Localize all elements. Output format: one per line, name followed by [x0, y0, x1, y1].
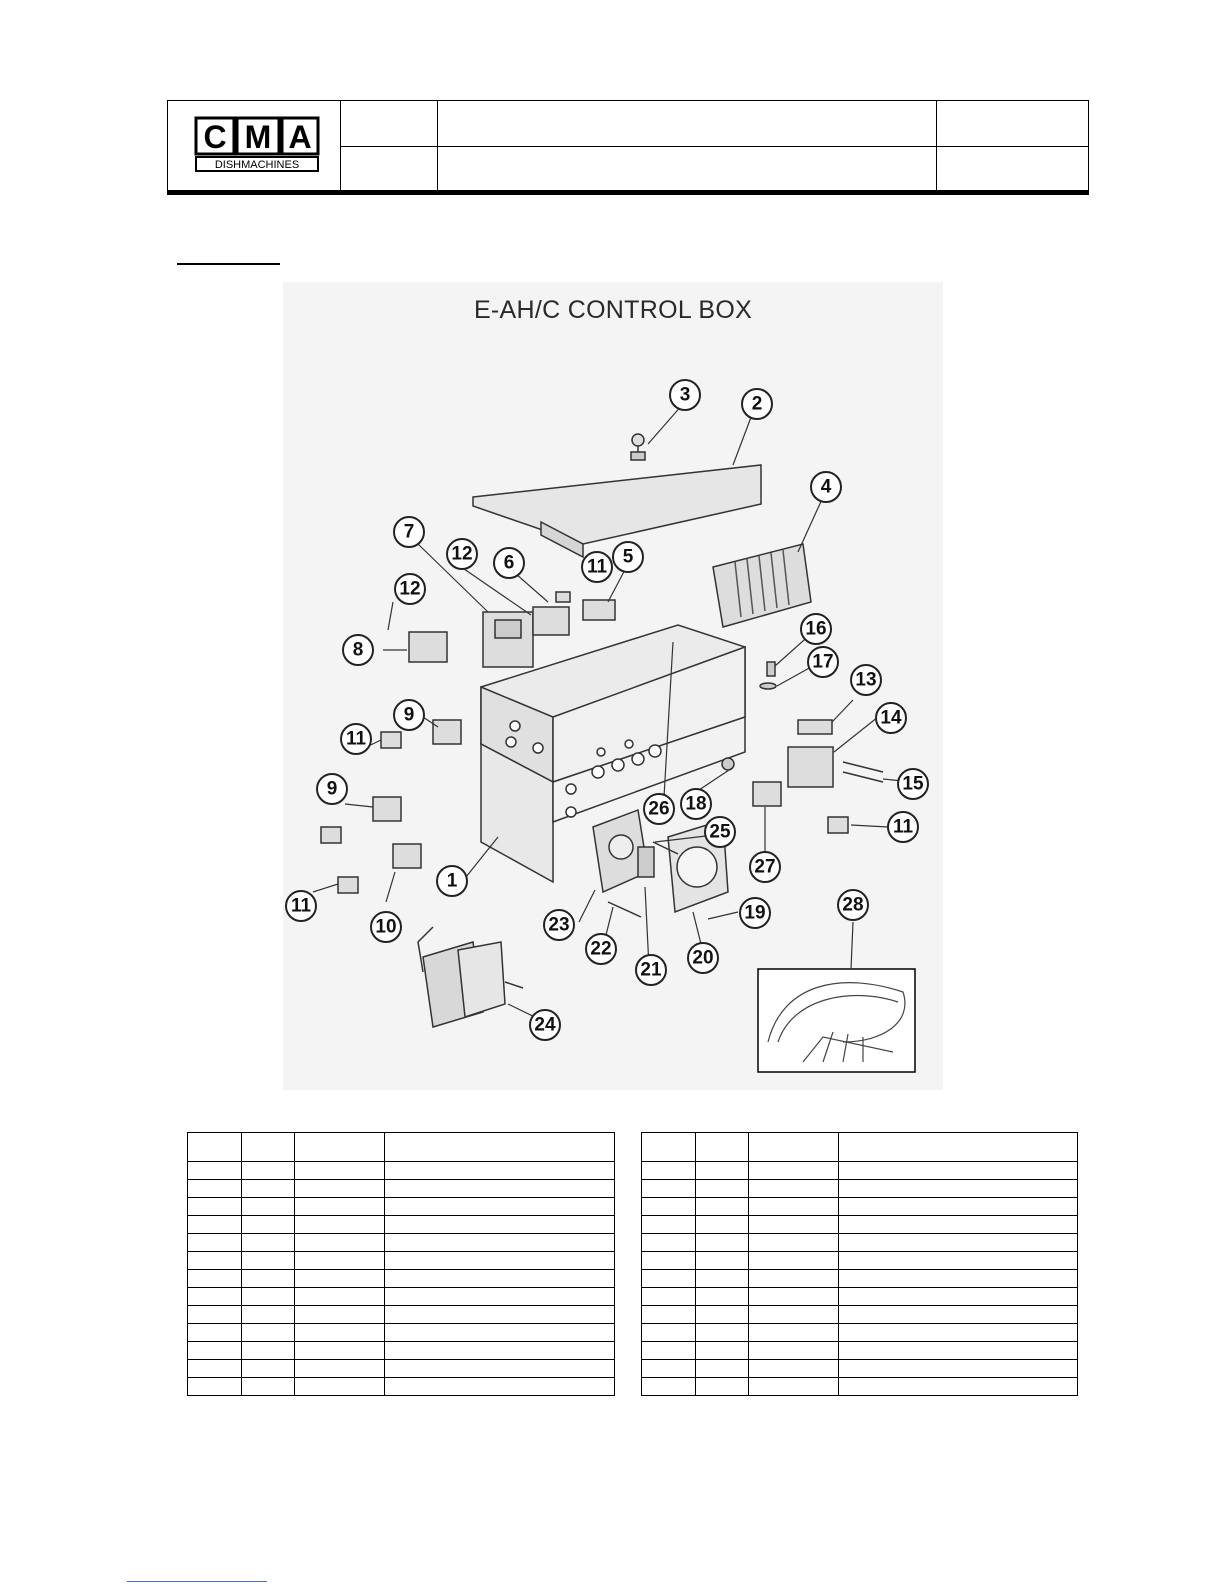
callout-17 — [808, 647, 838, 677]
table-cell — [642, 1198, 696, 1216]
table-cell — [188, 1288, 242, 1306]
table-cell — [188, 1306, 242, 1324]
callout-18 — [681, 789, 711, 819]
table-cell — [642, 1133, 696, 1162]
table-row — [188, 1133, 615, 1162]
table-cell — [695, 1360, 749, 1378]
callout-11a — [341, 724, 371, 754]
callout-3 — [670, 380, 700, 410]
svg-text:18: 18 — [685, 793, 707, 815]
table-cell — [295, 1162, 384, 1180]
table-cell — [642, 1288, 696, 1306]
diagram-title: E-AH/C CONTROL BOX — [473, 296, 753, 324]
table-cell — [642, 1378, 696, 1396]
table-cell — [295, 1180, 384, 1198]
callout-24 — [530, 1010, 560, 1040]
table-cell — [749, 1288, 838, 1306]
table-row — [642, 1180, 1078, 1198]
table-cell — [838, 1133, 1077, 1162]
table-cell — [241, 1324, 295, 1342]
logo-letter-m: M — [244, 119, 272, 155]
table-cell — [838, 1342, 1077, 1360]
document-header — [167, 100, 1089, 192]
svg-text:28: 28 — [842, 894, 864, 916]
table-cell — [642, 1306, 696, 1324]
knob-part — [338, 877, 358, 893]
svg-text:5: 5 — [622, 546, 634, 568]
table-cell — [295, 1360, 384, 1378]
table-cell — [295, 1133, 384, 1162]
table-cell — [384, 1360, 614, 1378]
table-cell — [384, 1198, 614, 1216]
callout-4 — [811, 472, 841, 502]
table-cell — [241, 1198, 295, 1216]
table-cell — [295, 1306, 384, 1324]
table-cell — [188, 1324, 242, 1342]
svg-text:12: 12 — [399, 578, 421, 600]
section-heading-underline — [177, 263, 280, 265]
table-cell — [749, 1378, 838, 1396]
table-cell — [384, 1306, 614, 1324]
table-cell — [695, 1324, 749, 1342]
table-cell — [749, 1234, 838, 1252]
table-cell — [695, 1306, 749, 1324]
callout-12b — [395, 574, 425, 604]
table-cell — [695, 1342, 749, 1360]
knob-part — [321, 827, 341, 843]
table-row — [188, 1324, 615, 1342]
table-cell — [642, 1162, 696, 1180]
table-cell — [695, 1133, 749, 1162]
table-cell — [642, 1342, 696, 1360]
svg-text:3: 3 — [679, 384, 691, 406]
table-row — [642, 1198, 1078, 1216]
table-cell — [295, 1288, 384, 1306]
switch-27-part — [753, 782, 781, 806]
logo-subtitle: DISHMACHINES — [214, 159, 300, 171]
table-cell — [838, 1180, 1077, 1198]
callout-1 — [437, 866, 467, 896]
table-cell — [295, 1378, 384, 1396]
knob-part — [828, 817, 848, 833]
svg-text:12: 12 — [451, 543, 473, 565]
callout-28 — [838, 890, 868, 920]
table-row — [642, 1306, 1078, 1324]
diagram-drawing — [283, 282, 943, 1090]
table-cell — [749, 1133, 838, 1162]
svg-text:26: 26 — [648, 798, 670, 820]
table-cell — [695, 1252, 749, 1270]
table-cell — [384, 1234, 614, 1252]
svg-text:11: 11 — [892, 816, 914, 838]
washer-part — [760, 683, 776, 689]
table-row — [188, 1234, 615, 1252]
table-cell — [241, 1378, 295, 1396]
table-cell — [188, 1198, 242, 1216]
nut-part — [722, 758, 734, 770]
svg-text:7: 7 — [403, 521, 415, 543]
svg-text:17: 17 — [812, 651, 834, 673]
table-row — [642, 1324, 1078, 1342]
table-row — [642, 1252, 1078, 1270]
callout-12a — [447, 539, 477, 569]
header-rule — [167, 190, 1089, 195]
table-cell — [838, 1234, 1077, 1252]
table-cell — [295, 1270, 384, 1288]
table-row — [188, 1216, 615, 1234]
table-cell — [384, 1252, 614, 1270]
table-cell — [295, 1234, 384, 1252]
callout-10 — [371, 912, 401, 942]
table-cell — [642, 1252, 696, 1270]
table-cell — [749, 1180, 838, 1198]
callout-9 — [394, 700, 424, 730]
callout-8 — [343, 635, 373, 665]
table-row — [188, 1360, 615, 1378]
table-row — [188, 1252, 615, 1270]
table-cell — [749, 1162, 838, 1180]
fuse-holder-part — [788, 747, 833, 787]
table-cell — [188, 1133, 242, 1162]
table-row — [188, 1162, 615, 1180]
table-cell — [241, 1306, 295, 1324]
table-cell — [695, 1162, 749, 1180]
table-cell — [241, 1162, 295, 1180]
table-row — [642, 1342, 1078, 1360]
table-cell — [838, 1216, 1077, 1234]
callout-25 — [705, 817, 735, 847]
toggle-switch-part — [373, 797, 401, 821]
table-cell — [384, 1133, 614, 1162]
table-row — [642, 1288, 1078, 1306]
svg-text:9: 9 — [326, 778, 338, 800]
lid-part — [473, 465, 761, 544]
table-cell — [642, 1324, 696, 1342]
table-cell — [838, 1360, 1077, 1378]
table-cell — [384, 1342, 614, 1360]
callout-19 — [740, 898, 770, 928]
table-cell — [384, 1378, 614, 1396]
table-cell — [241, 1288, 295, 1306]
svg-text:16: 16 — [805, 618, 827, 640]
table-cell — [838, 1252, 1077, 1270]
svg-text:10: 10 — [375, 916, 397, 938]
callout-21 — [636, 955, 666, 985]
callout-11b — [286, 891, 316, 921]
table-cell — [838, 1162, 1077, 1180]
svg-text:6: 6 — [503, 552, 515, 574]
table-row — [642, 1360, 1078, 1378]
table-cell — [241, 1342, 295, 1360]
parts-table-right — [641, 1132, 1078, 1396]
table-cell — [241, 1216, 295, 1234]
table-row — [642, 1133, 1078, 1162]
table-cell — [749, 1342, 838, 1360]
table-cell — [295, 1324, 384, 1342]
svg-text:11: 11 — [290, 895, 312, 917]
table-cell — [241, 1270, 295, 1288]
table-cell — [695, 1378, 749, 1396]
relay-part — [533, 607, 569, 635]
logo-letter-a: A — [288, 119, 312, 155]
table-cell — [695, 1270, 749, 1288]
svg-text:22: 22 — [590, 938, 612, 960]
table-row — [188, 1342, 615, 1360]
table-cell — [838, 1270, 1077, 1288]
toggle-switch-part — [433, 720, 461, 744]
callout-22 — [586, 934, 616, 964]
callout-14 — [876, 703, 906, 733]
logo-letter-c: C — [203, 119, 227, 155]
lamp-part — [798, 720, 832, 734]
table-cell — [384, 1288, 614, 1306]
svg-text:11: 11 — [586, 556, 608, 578]
table-cell — [188, 1360, 242, 1378]
table-cell — [642, 1216, 696, 1234]
footer-link-underline[interactable] — [127, 1581, 267, 1582]
svg-text:25: 25 — [709, 821, 731, 843]
table-cell — [295, 1252, 384, 1270]
exploded-parts-diagram — [283, 282, 943, 1090]
parts-table-left — [187, 1132, 615, 1396]
table-row — [188, 1270, 615, 1288]
svg-text:14: 14 — [880, 707, 902, 729]
table-row — [188, 1198, 615, 1216]
cma-logo — [194, 115, 320, 173]
table-cell — [188, 1378, 242, 1396]
table-cell — [642, 1360, 696, 1378]
callout-7 — [394, 517, 424, 547]
table-row — [188, 1180, 615, 1198]
table-cell — [749, 1306, 838, 1324]
svg-text:23: 23 — [548, 914, 570, 936]
table-cell — [749, 1252, 838, 1270]
svg-text:21: 21 — [640, 959, 662, 981]
table-cell — [384, 1162, 614, 1180]
callout-27 — [750, 852, 780, 882]
callout-9b — [317, 774, 347, 804]
callout-2 — [742, 389, 772, 419]
table-cell — [241, 1234, 295, 1252]
screw-part — [767, 662, 775, 676]
callout-16 — [801, 614, 831, 644]
table-cell — [838, 1324, 1077, 1342]
table-cell — [695, 1180, 749, 1198]
table-row — [642, 1234, 1078, 1252]
callout-11c — [888, 812, 918, 842]
callout-13 — [851, 665, 881, 695]
table-cell — [188, 1252, 242, 1270]
svg-text:2: 2 — [751, 393, 763, 415]
table-row — [642, 1216, 1078, 1234]
table-cell — [695, 1198, 749, 1216]
table-cell — [188, 1180, 242, 1198]
header-row-divider — [340, 146, 1088, 147]
table-row — [642, 1378, 1078, 1396]
callout-6 — [494, 548, 524, 578]
table-cell — [838, 1288, 1077, 1306]
table-cell — [188, 1342, 242, 1360]
svg-text:1: 1 — [446, 870, 458, 892]
table-cell — [241, 1360, 295, 1378]
table-row — [188, 1288, 615, 1306]
svg-text:8: 8 — [352, 639, 364, 661]
table-cell — [241, 1252, 295, 1270]
table-row — [642, 1162, 1078, 1180]
table-cell — [642, 1270, 696, 1288]
table-cell — [749, 1270, 838, 1288]
table-cell — [188, 1234, 242, 1252]
table-cell — [384, 1216, 614, 1234]
callout-15 — [898, 769, 928, 799]
rocker-switch-part — [393, 844, 421, 868]
table-cell — [384, 1180, 614, 1198]
svg-text:20: 20 — [692, 947, 714, 969]
svg-text:11: 11 — [345, 728, 367, 750]
callout-5 — [613, 542, 643, 572]
callout-11d — [582, 552, 612, 582]
table-cell — [295, 1198, 384, 1216]
table-cell — [295, 1216, 384, 1234]
table-cell — [241, 1133, 295, 1162]
svg-text:13: 13 — [855, 669, 877, 691]
table-cell — [838, 1198, 1077, 1216]
svg-text:15: 15 — [902, 773, 924, 795]
wiring-harness-box — [758, 969, 915, 1072]
terminal-block-part — [409, 632, 447, 662]
table-row — [642, 1270, 1078, 1288]
table-cell — [695, 1234, 749, 1252]
table-cell — [749, 1198, 838, 1216]
table-cell — [642, 1180, 696, 1198]
table-cell — [188, 1162, 242, 1180]
svg-text:24: 24 — [534, 1014, 556, 1036]
switch-part — [583, 600, 615, 620]
table-cell — [749, 1216, 838, 1234]
table-row — [188, 1378, 615, 1396]
table-row — [188, 1306, 615, 1324]
table-cell — [838, 1306, 1077, 1324]
callout-23 — [544, 910, 574, 940]
table-cell — [642, 1234, 696, 1252]
svg-text:9: 9 — [403, 704, 415, 726]
table-cell — [188, 1270, 242, 1288]
table-cell — [749, 1360, 838, 1378]
table-cell — [295, 1342, 384, 1360]
callout-26 — [644, 794, 674, 824]
svg-text:27: 27 — [754, 856, 776, 878]
callout-20 — [688, 943, 718, 973]
table-cell — [749, 1324, 838, 1342]
table-cell — [695, 1288, 749, 1306]
knob-part — [556, 592, 570, 602]
knob-part — [381, 732, 401, 748]
fastener-part — [632, 434, 644, 446]
table-cell — [384, 1324, 614, 1342]
table-cell — [188, 1216, 242, 1234]
table-cell — [695, 1216, 749, 1234]
svg-text:19: 19 — [744, 902, 766, 924]
table-cell — [384, 1270, 614, 1288]
table-cell — [241, 1180, 295, 1198]
table-cell — [838, 1378, 1077, 1396]
roller-part — [638, 847, 654, 877]
svg-text:4: 4 — [820, 476, 832, 498]
